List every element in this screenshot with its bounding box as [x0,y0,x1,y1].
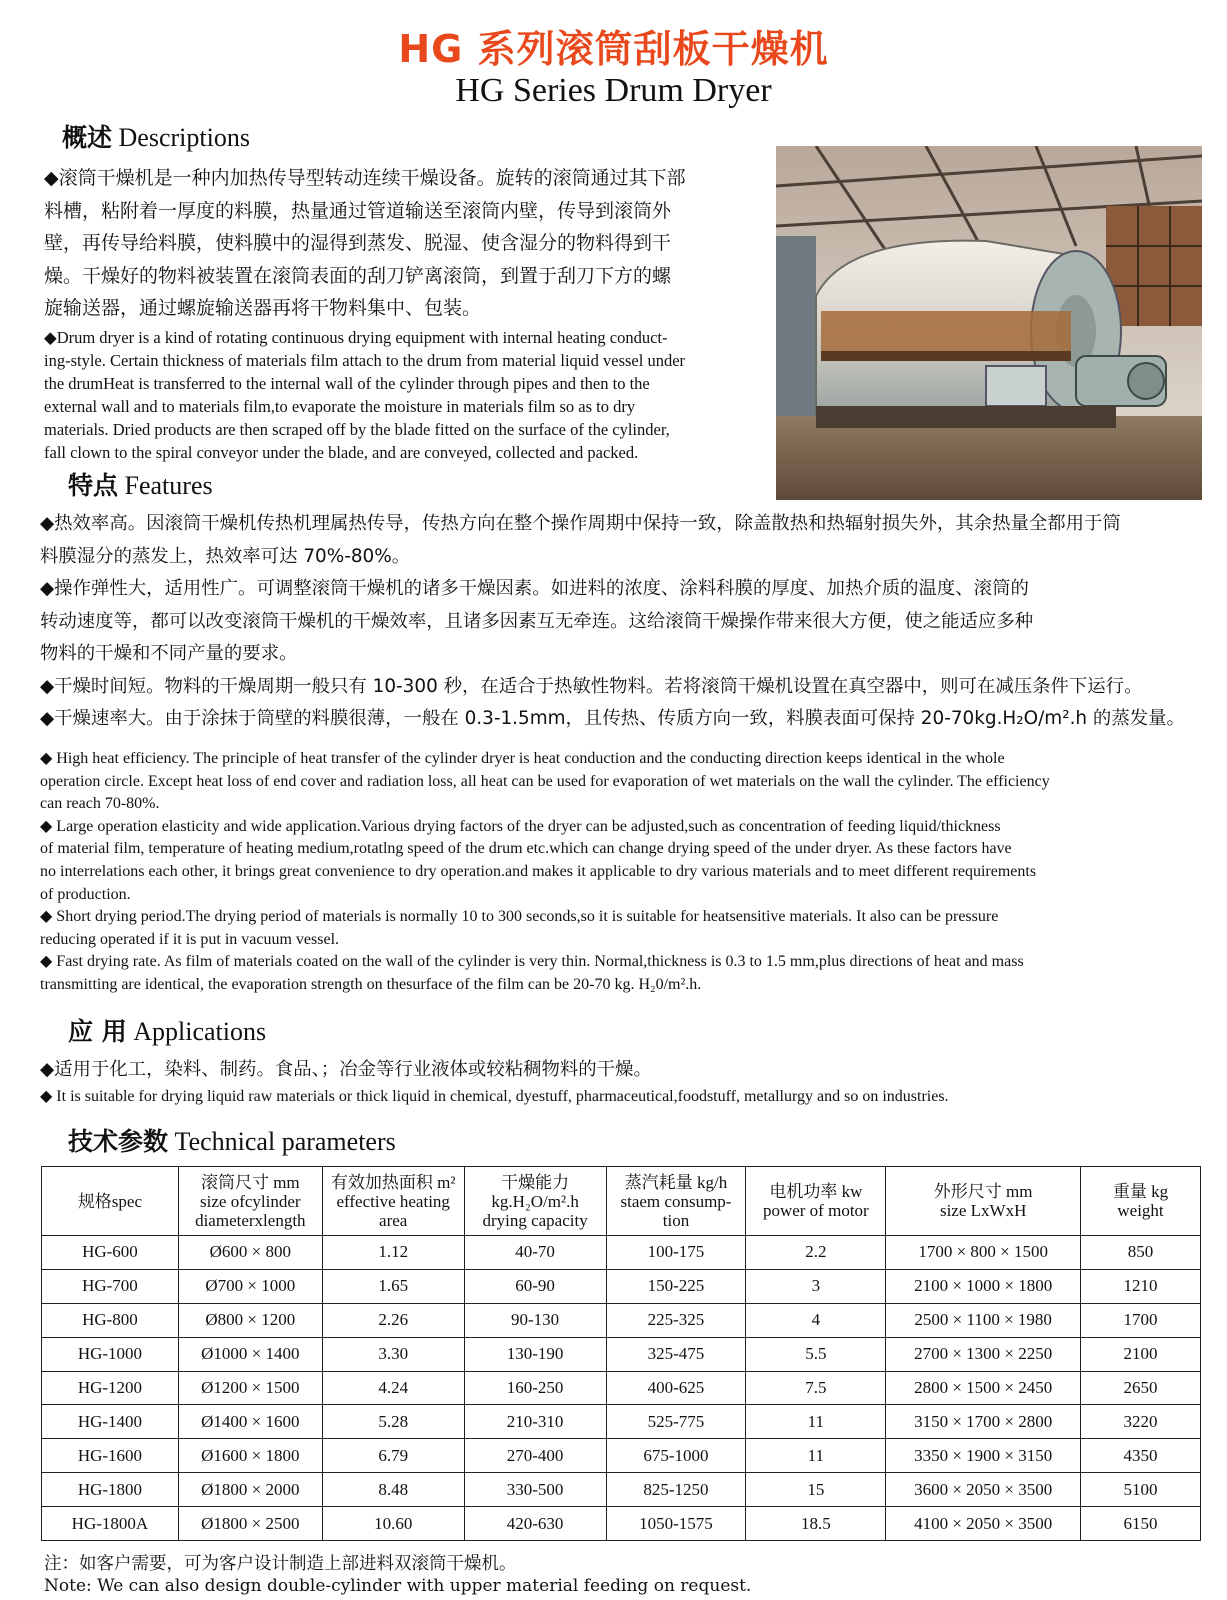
table-cell: 6.79 [322,1439,464,1473]
table-cell: 100-175 [606,1236,746,1270]
table-cell: 3.30 [322,1337,464,1371]
technical-parameters-table [41,1166,1201,1541]
table-cell: 8.48 [322,1473,464,1507]
text-line: transmitting are identical, the evaporation strength on thesurface of the film can be 20-70 kg. H₂0/m².h. [40,975,702,993]
table-cell: HG-600 [42,1236,179,1270]
table-cell: 5.28 [322,1405,464,1439]
table-cell: 4100 × 2050 × 3500 [886,1507,1081,1541]
heading-en: Features [124,471,213,500]
text-line: can reach 70-80%. [40,795,160,813]
table-cell: 15 [746,1473,886,1507]
heading-en: Applications [133,1017,267,1046]
table-cell: Ø1000 × 1400 [178,1337,322,1371]
table-cell: 2500 × 1100 × 1980 [886,1303,1081,1337]
table-row [42,1269,1201,1303]
table-cell: 4350 [1081,1439,1201,1473]
section-heading-descriptions [62,118,250,154]
text-line: 物料的干燥和不同产量的要求。 [40,643,298,664]
table-cell: 160-250 [464,1371,606,1405]
descriptions-en-text [44,326,769,464]
table-cell: 6150 [1081,1507,1201,1541]
features-cn-text [40,508,1205,736]
text-line: ◆Drum dryer is a kind of rotating continuous drying equipment with internal heating conduct- [44,328,668,347]
text-line: 料膜湿分的蒸发上，热效率可达 70%-80%。 [40,545,411,567]
text-line: 料槽，粘附着一厚度的料膜，热量通过管道输送至滚筒内壁，传导到滚筒外 [44,199,672,222]
table-row [42,1439,1201,1473]
text-line: ◆ Short drying period.The drying period of materials is normally 10 to 300 seconds,so it is suitable for heatsensitive materials. It also can be pressure [40,908,999,926]
table-cell: HG-1400 [42,1405,179,1439]
table-cell: Ø600 × 800 [178,1236,322,1270]
table-cell: Ø1200 × 1500 [178,1371,322,1405]
table-cell: HG-700 [42,1269,179,1303]
table-cell: 60-90 [464,1269,606,1303]
column-header-spec: 规格spec [42,1167,179,1236]
table-cell: 10.60 [322,1507,464,1541]
table-cell: 3350 × 1900 × 3150 [886,1439,1081,1473]
footnote-cn: 注：如客户需要，可为客户设计制造上部进料双滚筒干燥机。 [44,1554,517,1574]
text-line: 壁，再传导给料膜，使料膜中的湿得到蒸发、脱湿、使含湿分的物料得到干 [44,232,672,254]
table-cell: 3600 × 2050 × 3500 [886,1473,1081,1507]
heading-cn: 应 用 [68,1017,127,1046]
table-cell: 1.65 [322,1269,464,1303]
applications-cn-text: ◆适用于化工，染料、制药。食品、；冶金等行业液体或较粘稠物料的干燥。 [40,1059,652,1080]
features-en-text [40,748,1210,997]
table-cell: 5100 [1081,1473,1201,1507]
table-cell: 3220 [1081,1405,1201,1439]
table-row [42,1371,1201,1405]
text-line: ◆操作弹性大，适用性广。可调整滚筒干燥机的诸多干燥因素。如进料的浓度、涂料科膜的厚度、加热介质的温度、滚筒的 [40,578,1029,599]
column-header-heating-area: 有效加热面积 m² effective heating area [322,1167,464,1236]
table-cell: 4.24 [322,1371,464,1405]
table-cell: HG-1800 [42,1473,179,1507]
table-cell: 825-1250 [606,1473,746,1507]
table-row [42,1303,1201,1337]
section-heading-features [68,466,213,502]
text-line: ing-style. Certain thickness of materials film attach to the drum from material liquid vessel under [44,351,686,370]
column-header-weight: 重量 kg weight [1081,1167,1201,1236]
table-cell: 420-630 [464,1507,606,1541]
table-cell: HG-1800A [42,1507,179,1541]
table-cell: 850 [1081,1236,1201,1270]
heading-cn: 特点 [68,471,119,500]
table-cell: 1.12 [322,1236,464,1270]
text-line: reducing operated if it is put in vacuum vessel. [40,930,340,948]
table-cell: Ø800 × 1200 [178,1303,322,1337]
table-cell: 150-225 [606,1269,746,1303]
table-cell: 225-325 [606,1303,746,1337]
table-cell: 2100 × 1000 × 1800 [886,1269,1081,1303]
table-cell: 40-70 [464,1236,606,1270]
text-line: materials. Dried products are then scraped off by the blade fitted on the surface of the cylinder, [44,420,670,439]
table-cell: 3150 × 1700 × 2800 [886,1405,1081,1439]
text-line: of material film, temperature of heating medium,rotatlng speed of the drum etc.which can change drying speed of the under dryer. As these factors have [40,840,1012,858]
table-header-row [42,1167,1201,1236]
text-line: of production. [40,885,131,903]
text-line: fall clown to the spiral conveyor under the blade, and are conveyed, collected and packed. [44,443,639,462]
table-cell: 330-500 [464,1473,606,1507]
text-line: ◆滚筒干燥机是一种内加热传导型转动连续干燥设备。旋转的滚筒通过其下部 [44,167,686,189]
table-cell: HG-1600 [42,1439,179,1473]
table-row [42,1473,1201,1507]
table-cell: Ø1800 × 2000 [178,1473,322,1507]
text-line: ◆ Large operation elasticity and wide application.Various drying factors of the dryer can be adjusted,such as concentration of feeding liquid/thickness [40,817,1001,835]
table-cell: 325-475 [606,1337,746,1371]
table-cell: 210-310 [464,1405,606,1439]
footnote-en: Note: We can also design double-cylinder with upper material feeding on request. [44,1576,752,1596]
table-cell: Ø1800 × 2500 [178,1507,322,1541]
text-line: 转动速度等，都可以改变滚筒干燥机的干燥效率，且诸多因素互无牵连。这给滚筒干燥操作带来很大方便，使之能适应多种 [40,610,1034,632]
text-line: ◆干燥速率大。由于涂抹于筒壁的料膜很薄，一般在 0.3-1.5mm，且传热、传质方向一致，料膜表面可保持 20-70kg.H₂O/m².h 的蒸发量。 [40,708,1185,729]
table-row [42,1337,1201,1371]
column-header-motor-power: 电机功率 kw power of motor [746,1167,886,1236]
table-cell: Ø1400 × 1600 [178,1405,322,1439]
table-cell: 2100 [1081,1337,1201,1371]
column-header-drying-capacity: 干燥能力 kg.H₂O/m².h drying capacity [464,1167,606,1236]
heading-cn: 概述 [62,123,113,152]
table-cell: 270-400 [464,1439,606,1473]
text-line: no interrelations each other, it brings great convenience to dry operation.and makes it applicable to dry various materials and to meet different requirements [40,862,1037,880]
table-cell: 11 [746,1439,886,1473]
text-line: ◆ Fast drying rate. As film of materials coated on the wall of the cylinder is very thin. Normal,thickness is 0.3 to 1.5 mm,plus directions of heat and mass [40,953,1024,971]
table-cell: 2700 × 1300 × 2250 [886,1337,1081,1371]
table-cell: 400-625 [606,1371,746,1405]
table-cell: 675-1000 [606,1439,746,1473]
table-cell: 7.5 [746,1371,886,1405]
table-cell: 1700 × 800 × 1500 [886,1236,1081,1270]
table-cell: 18.5 [746,1507,886,1541]
table-cell: 1700 [1081,1303,1201,1337]
table-cell: 1050-1575 [606,1507,746,1541]
text-line: ◆热效率高。因滚筒干燥机传热机理属热传导，传热方向在整个操作周期中保持一致，除盖散热和热辐射损失外，其余热量全都用于筒 [40,513,1121,534]
text-line: ◆干燥时间短。物料的干燥周期一般只有 10-300 秒，在适合于热敏性物料。若将滚筒干燥机设置在真空器中，则可在减压条件下运行。 [40,675,1143,697]
applications-en-text: ◆ It is suitable for drying liquid raw materials or thick liquid in chemical, dyestuff, pharmaceutical,foodstuff, metallurgy and so on industries. [40,1088,949,1105]
section-heading-technical [68,1122,396,1158]
text-line: ◆ High heat efficiency. The principle of heat transfer of the cylinder dryer is heat conduction and the conducting direction keeps identical in the whole [40,750,1005,767]
text-line: 旋输送器，通过螺旋输送器再将干物料集中、包装。 [44,297,482,319]
table-cell: HG-800 [42,1303,179,1337]
text-line: external wall and to materials film,to evaporate the moisture in materials film so as to dry [44,397,636,416]
table-row [42,1507,1201,1541]
text-line: operation circle. Except heat loss of end cover and radiation loss, all heat can be used for evaporation of wet materials on the wall the cylinder. The efficiency [40,772,1050,790]
table-cell: 2800 × 1500 × 2450 [886,1371,1081,1405]
text-line: the drumHeat is transferred to the internal wall of the cylinder through pipes and then to the [44,374,650,393]
page-title-en: HG Series Drum Dryer [455,72,772,109]
table-cell: 1210 [1081,1269,1201,1303]
table-cell: HG-1000 [42,1337,179,1371]
table-cell: HG-1200 [42,1371,179,1405]
heading-cn: 技术参数 [68,1127,169,1156]
column-header-cylinder-size: 滚筒尺寸 mm size ofcylinder diameterxlength [178,1167,322,1236]
drum-dryer-illustration [776,146,1202,500]
table-cell: 130-190 [464,1337,606,1371]
table-cell: 525-775 [606,1405,746,1439]
page-title-cn: HG 系列滚筒刮板干燥机 [398,27,829,71]
text-line: 燥。干燥好的物料被装置在滚筒表面的刮刀铲离滚筒，到置于刮刀下方的螺 [44,264,672,287]
table-cell: 90-130 [464,1303,606,1337]
heading-en: Descriptions [118,123,250,152]
column-header-steam-consumption: 蒸汽耗量 kg/h staem consump- tion [606,1167,746,1236]
table-cell: 11 [746,1405,886,1439]
table-cell: 2650 [1081,1371,1201,1405]
descriptions-cn-text [44,162,764,325]
table-row [42,1236,1201,1270]
table-cell: 2.2 [746,1236,886,1270]
table-cell: 2.26 [322,1303,464,1337]
table-row [42,1405,1201,1439]
table-cell: 3 [746,1269,886,1303]
table-cell: 5.5 [746,1337,886,1371]
heading-en: Technical parameters [174,1127,396,1156]
table-cell: 4 [746,1303,886,1337]
table-cell: Ø700 × 1000 [178,1269,322,1303]
column-header-dimensions: 外形尺寸 mm size LxWxH [886,1167,1081,1236]
section-heading-applications [68,1012,266,1048]
drum-dryer-photo [776,146,1202,500]
table-cell: Ø1600 × 1800 [178,1439,322,1473]
